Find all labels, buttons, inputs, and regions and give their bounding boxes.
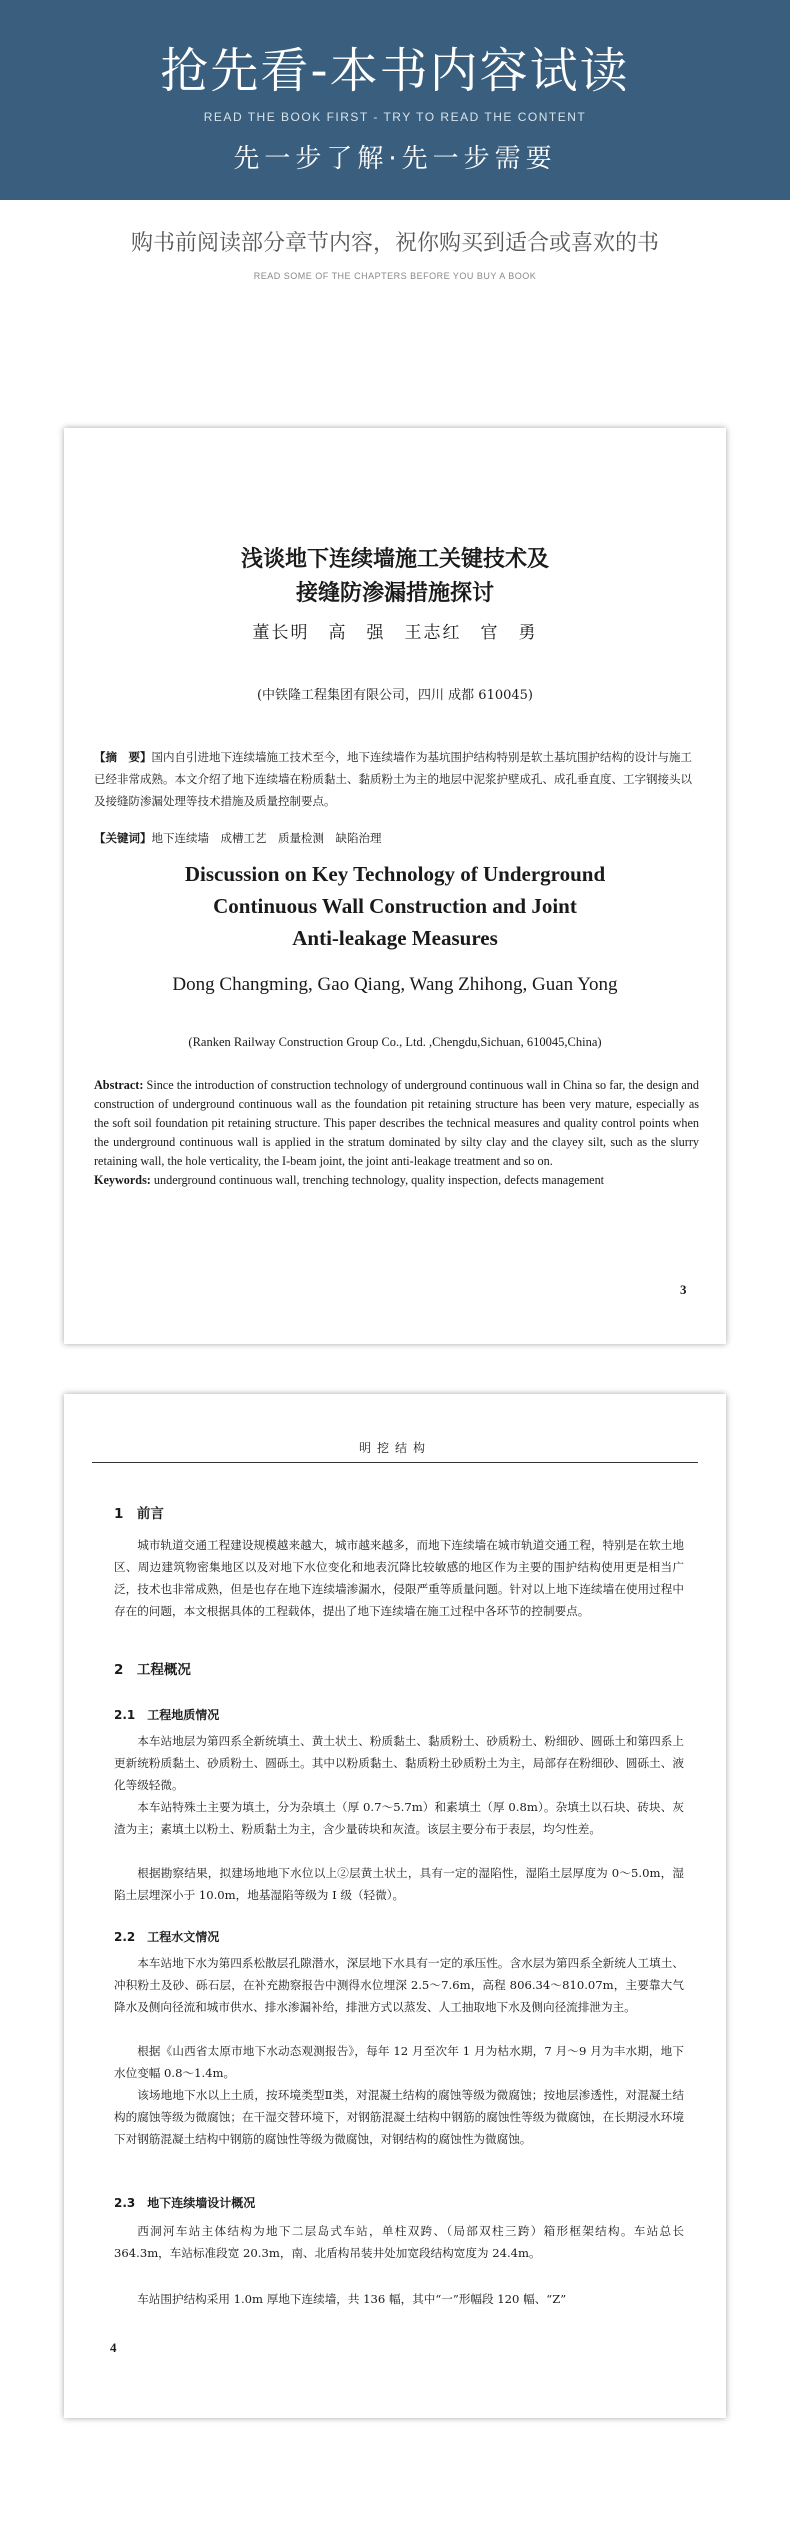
authors: 董长明 高 强 王志红 官 勇 xyxy=(252,623,538,643)
keywords-cn xyxy=(94,830,699,846)
en-keywords-text: underground continuous wall, trenching technology, quality inspection, defects management xyxy=(150,1173,605,1187)
banner-tagline: 先一步了解·先一步需要 xyxy=(233,144,557,174)
section-heading-1: 1 前言 xyxy=(114,1506,164,1522)
en-affiliation: (Ranken Railway Construction Group Co., Ltd. ,Chengdu,Sichuan, 610045,China) xyxy=(188,1035,602,1049)
en-abstract-label: Abstract: xyxy=(94,1078,144,1092)
header-banner xyxy=(0,0,790,200)
affiliation: (中铁隆工程集团有限公司，四川 成都 610045) xyxy=(256,688,534,703)
subsection-heading-2-3: 2.3 地下连续墙设计概况 xyxy=(114,2196,256,2210)
abstract-en xyxy=(94,1076,699,1190)
abstract-cn xyxy=(94,746,699,812)
article-title-line1: 浅谈地下连续墙施工关键技术及 xyxy=(240,547,549,572)
en-title-line3: Anti-leakage Measures xyxy=(292,926,498,950)
article-title-line2: 接缝防渗漏措施探讨 xyxy=(295,581,494,606)
intro-text-en: READ SOME OF THE CHAPTERS BEFORE YOU BUY A BOOK xyxy=(253,271,537,281)
intro-text: 购书前阅读部分章节内容，祝你购买到适合或喜欢的书 xyxy=(130,231,659,256)
paragraph: 根据《山西省太原市地下水动态观测报告》，每年 12 月至次年 1 月为枯水期，7 月～9 月为丰水期，地下水位变幅 0.8～1.4m。 xyxy=(114,2044,684,2080)
page-number: 4 xyxy=(110,2340,117,2355)
paragraph: 车站围护结构采用 1.0m 厚地下连续墙，共 136 幅，其中“一”形幅段 120 幅、“Z” xyxy=(137,2292,567,2306)
banner-title: 抢先看-本书内容试读 xyxy=(160,43,630,99)
paragraph: 本车站地下水为第四系松散层孔隙潜水，深层地下水具有一定的承压性。含水层为第四系全新统人工填土、冲积粉土及砂、砾石层，在补充勘察报告中测得水位埋深 2.5～7.6m，高程 806.34～810.07m，主要靠大气降水及侧向径流和城市供水、排水渗漏补给，排泄方式以蒸发、人工抽取地下水及侧向径流排泄为主。 xyxy=(114,1956,684,2014)
book-page-3 xyxy=(64,428,726,1344)
subsection-heading-2-2: 2.2 工程水文情况 xyxy=(114,1930,220,1944)
subsection-heading-2-1: 2.1 工程地质情况 xyxy=(114,1708,220,1722)
running-head: 明挖结构 xyxy=(358,1441,431,1455)
keywords-label: 【关键词】 xyxy=(94,831,152,845)
en-keywords-label: Keywords: xyxy=(94,1173,151,1187)
en-title-line1: Discussion on Key Technology of Underground xyxy=(184,862,606,886)
en-authors: Dong Changming, Gao Qiang, Wang Zhihong, Guan Yong xyxy=(172,974,618,995)
en-abstract-text: Since the introduction of construction technology of underground continuous wall in China so far, the design and construction of underground continuous wall as the foundation pit retaining structure has been very mature, especially as the soft soil foundation pit retaining structure. This paper describes the technical measures and quality control points when the underground continuous wall is applied in the stratum dominated by silty clay and the clayey silt, such as the slurry retaining wall, the hole verticality, the I-beam joint, the joint anti-leakage treatment and so on. xyxy=(94,1078,699,1168)
abstract-text: 国内自引进地下连续墙施工技术至今，地下连续墙作为基坑围护结构特别是软土基坑围护结构的设计与施工已经非常成熟。本文介绍了地下连续墙在粉质黏土、黏质粉土为主的地层中泥浆护壁成孔、成孔垂直度、工字钢接头以及接缝防渗漏处理等技术措施及质量控制要点。 xyxy=(94,750,692,808)
section-heading-2: 2 工程概况 xyxy=(114,1662,191,1678)
keywords-text: 地下连续墙 成槽工艺 质量检测 缺陷治理 xyxy=(151,831,382,845)
paragraph: 本车站地层为第四系全新统填土、黄土状土、粉质黏土、黏质粉土、砂质粉土、粉细砂、圆砾土和第四系上更新统粉质黏土、砂质粉土、圆砾土。其中以粉质黏土、黏质粉土砂质粉土为主，局部存在粉细砂、圆砾土、液化等级轻微。 xyxy=(114,1734,684,1792)
abstract-label: 【摘 要】 xyxy=(94,750,152,764)
page-number: 3 xyxy=(680,1282,687,1297)
paragraph: 根据勘察结果，拟建场地地下水位以上②层黄土状土，具有一定的湿陷性，湿陷土层厚度为 0～5.0m，湿陷土层埋深小于 10.0m，地基湿陷等级为 I 级（轻微）。 xyxy=(114,1866,684,1902)
header-rule xyxy=(92,1462,698,1463)
banner-subtitle-en: READ THE BOOK FIRST - TRY TO READ THE CONTENT xyxy=(203,110,587,124)
book-page-4 xyxy=(64,1394,726,2418)
en-title-line2: Continuous Wall Construction and Joint xyxy=(213,894,577,918)
paragraph: 本车站特殊土主要为填土，分为杂填土（厚 0.7～5.7m）和素填土（厚 0.8m）。杂填土以石块、砖块、灰渣为主；素填土以粉土、粉质黏土为主，含少量砖块和灰渣。该层主要分布于表层，均匀性差。 xyxy=(114,1800,684,1836)
paragraph: 西洞河车站主体结构为地下二层岛式车站，单柱双跨、（局部双柱三跨）箱形框架结构。车站总长 364.3m，车站标准段宽 20.3m，南、北盾构吊装井处加宽段结构宽度为 24.4m。 xyxy=(114,2224,684,2260)
paragraph: 该场地地下水以上土质，按环境类型Ⅱ类，对混凝土结构的腐蚀等级为微腐蚀；按地层渗透性，对混凝土结构的腐蚀等级为微腐蚀；在干湿交替环境下，对钢筋混凝土结构中钢筋的腐蚀性等级为微腐蚀，在长期浸水环境下对钢筋混凝土结构中钢筋的腐蚀性等级为微腐蚀，对钢结构的腐蚀性为微腐蚀。 xyxy=(114,2088,684,2146)
paragraph: 城市轨道交通工程建设规模越来越大，城市越来越多，而地下连续墙在城市轨道交通工程，特别是在软土地区、周边建筑物密集地区以及对地下水位变化和地表沉降比较敏感的地区作为主要的围护结构使用更是相当广泛，技术也非常成熟，但是也存在地下连续墙渗漏水，侵限严重等质量问题。针对以上地下连续墙在使用过程中存在的问题，本文根据具体的工程载体，提出了地下连续墙在施工过程中各环节的控制要点。 xyxy=(114,1538,684,1618)
